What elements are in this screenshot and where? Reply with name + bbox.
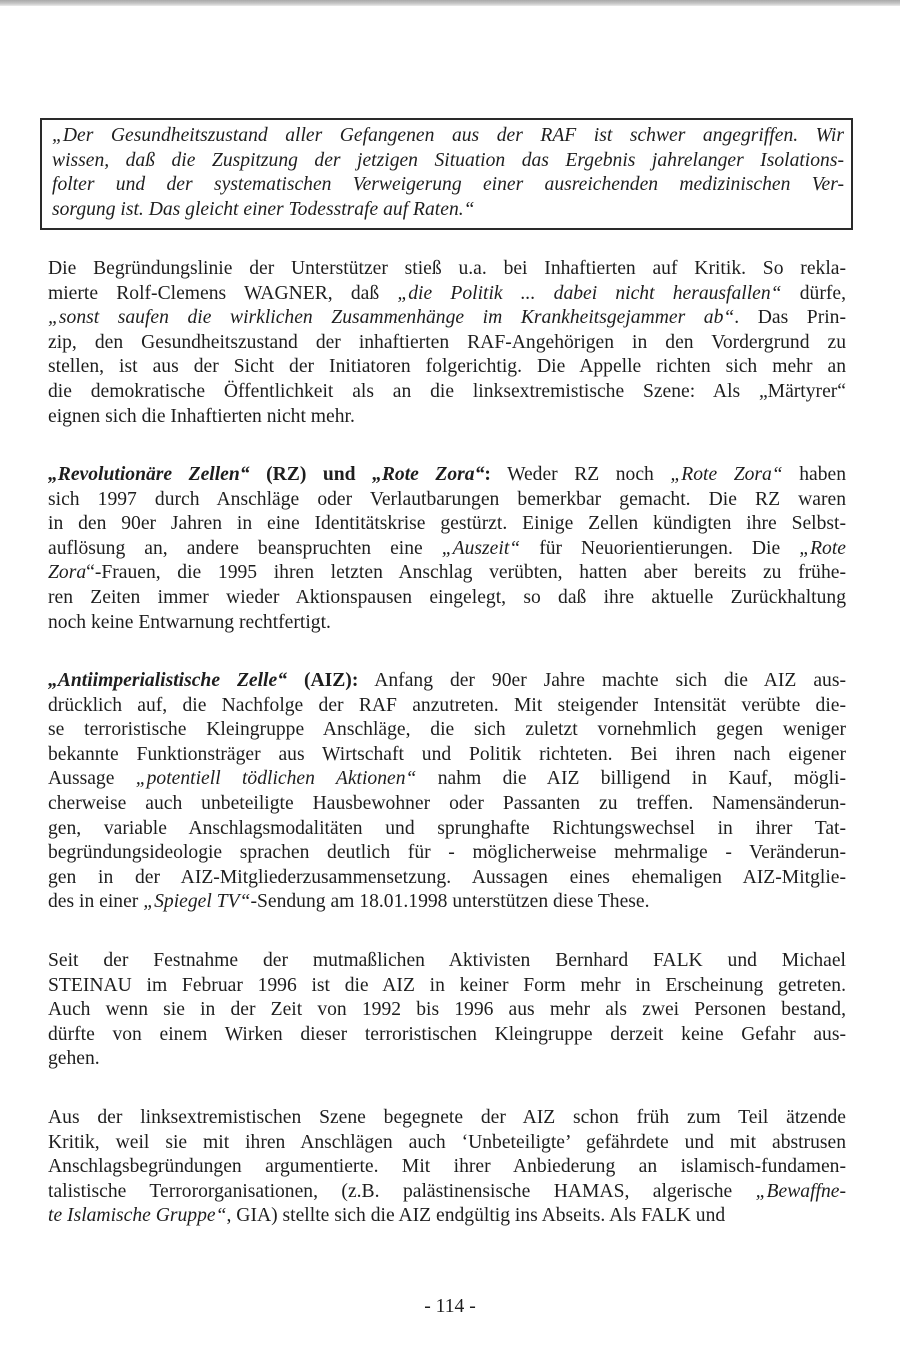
text-line: noch keine Entwarnung rechtfertigt. <box>48 611 331 633</box>
text-line: sich 1997 durch Anschläge oder Verlautbarungen bemerkbar gemacht. Die RZ waren <box>48 488 846 510</box>
text-line: gehen. <box>48 1048 100 1070</box>
text-line: dürfte von einem Wirken dieser terroristischen Kleingruppe derzeit keine Gefahr aus- <box>48 1023 846 1045</box>
text-line: „Revolutionäre Zellen“ (RZ) und „Rote Zora“: Weder RZ noch „Rote Zora“ haben <box>48 464 847 485</box>
emphasis-run: „Auszeit“ <box>441 537 521 559</box>
quote-line: wissen, daß die Zuspitzung der jetzigen Situation das Ergebnis jahrelanger Isolations- <box>52 149 844 171</box>
paragraph-aiz <box>48 669 846 915</box>
emphasis-run: „Spiegel TV“ <box>143 891 251 913</box>
emphasis-run: „potentiell tödlichen Aktionen“ <box>135 768 417 790</box>
text-line: auflösung an, andere beanspruchten eine „Auszeit“ für Neuorientierungen. Die „Rote <box>48 537 846 559</box>
emphasis-run: „Rote Zora“ <box>372 464 485 485</box>
text-line: Anschlagsbegründungen argumentierte. Mit ihrer Anbiederung an islamisch-fundamen- <box>48 1156 846 1178</box>
text-line: se terroristische Kleingruppe Anschläge, die sich zuletzt vornehmlich gegen weniger <box>48 719 846 741</box>
text-line: eignen sich die Inhaftierten nicht mehr. <box>48 405 355 427</box>
emphasis-run: „Rote <box>799 537 846 559</box>
text-line: Zora“-Frauen, die 1995 ihren letzten Anschlag verübten, hatten aber bereits zu frühe- <box>48 562 846 584</box>
text-line: „Antiimperialistische Zelle“ (AIZ): Anfang der 90er Jahre machte sich die AIZ aus- <box>48 670 846 691</box>
quote-text <box>52 124 844 222</box>
emphasis-run: : <box>484 464 491 485</box>
text-line: gen, variable Anschlagsmodalitäten und sprunghafte Richtungswechsel in ihrer Tat- <box>48 817 846 839</box>
quote-line: sorgung ist. Das gleicht einer Todesstrafe auf Raten.“ <box>52 198 475 220</box>
emphasis-run: Zora <box>48 562 87 584</box>
scan-edge <box>0 0 900 6</box>
text-line: cherweise auch unbeteiligte Hausbewohner oder Passanten zu treffen. Namensänderun- <box>48 792 846 814</box>
text-line: zip, den Gesundheitszustand der inhaftierten RAF-Angehörigen in den Vordergrund zu <box>48 331 846 353</box>
text-line: STEINAU im Februar 1996 ist die AIZ in keiner Form mehr in Erscheinung getreten. <box>48 974 846 996</box>
emphasis-run: „Revolutionäre Zellen“ <box>48 464 250 485</box>
text-line: begründungsideologie sprachen deutlich für - möglicherweise mehrmalige - Veränderun- <box>48 842 846 864</box>
text-line: drücklich auf, die Nachfolge der RAF anzutreten. Mit steigender Intensität verübte die- <box>48 694 846 716</box>
text-line: die demokratische Öffentlichkeit als an die linksextremistische Szene: Als „Märtyrer“ <box>48 380 846 402</box>
emphasis-run: „Bewaffne- <box>755 1180 846 1202</box>
emphasis-run: (AIZ): <box>287 670 359 691</box>
page-number: - 114 - <box>424 1296 476 1317</box>
text-line: ren Zeiten immer wieder Aktionspausen eingelegt, so daß ihre aktuelle Zurückhaltung <box>48 586 846 608</box>
text-line: Kritik, weil sie mit ihren Anschlägen auch ‘Unbeteiligte’ gefährdete und mit abstrusen <box>48 1131 846 1153</box>
emphasis-run: „Rote Zora“ <box>670 464 783 485</box>
text-line: „sonst saufen die wirklichen Zusammenhänge im Krankheitsgejammer ab“. Das Prin- <box>48 307 846 329</box>
quote-line: „Der Gesundheitszustand aller Gefangenen aus der RAF ist schwer angegriffen. Wir <box>52 125 844 146</box>
emphasis-run: te Islamische Gruppe“ <box>48 1205 227 1227</box>
paragraph-revolutionaere-zellen <box>48 463 846 635</box>
paragraph-kritik <box>48 1106 846 1229</box>
text-line: des in einer „Spiegel TV“-Sendung am 18.01.1998 unterstützen diese These. <box>48 891 650 913</box>
text-line: gen in der AIZ-Mitgliederzusammensetzung. Aussagen eines ehemaligen AIZ-Mitglie- <box>48 866 846 888</box>
paragraph-unterstuetzer <box>48 257 846 429</box>
text-line: Seit der Festnahme der mutmaßlichen Aktivisten Bernhard FALK und Michael <box>48 950 846 971</box>
text-line: Auch wenn sie in der Zeit von 1992 bis 1996 aus mehr als zwei Personen bestand, <box>48 999 846 1021</box>
emphasis-run: (RZ) und <box>249 464 373 485</box>
emphasis-run: „sonst saufen die wirklichen Zusammenhänge im Krankheitsgejammer ab“ <box>48 307 735 329</box>
emphasis-run: „Antiimperialistische Zelle“ <box>48 670 287 691</box>
text-line: Die Begründungslinie der Unterstützer stieß u.a. bei Inhaftierten auf Kritik. So rekla- <box>48 258 846 279</box>
text-line: mierte Rolf-Clemens WAGNER, daß „die Politik ... dabei nicht herausfallen“ dürfe, <box>48 282 846 304</box>
emphasis-run: „die Politik ... dabei nicht herausfallen“ <box>397 282 782 304</box>
paragraph-festnahme <box>48 949 846 1072</box>
text-line: Aus der linksextremistischen Szene begegnete der AIZ schon früh zum Teil ätzende <box>48 1107 846 1128</box>
text-line: te Islamische Gruppe“, GIA) stellte sich die AIZ endgültig ins Abseits. Als FALK und <box>48 1205 726 1227</box>
text-line: Aussage „potentiell tödlichen Aktionen“ nahm die AIZ billigend in Kauf, mögli- <box>48 768 846 790</box>
text-line: talistische Terrororganisationen, (z.B. palästinensische HAMAS, algerische „Bewaffne- <box>48 1180 846 1202</box>
text-line: in den 90er Jahren in eine Identitätskrise gestürzt. Einige Zellen kündigten ihre Selbst- <box>48 513 846 535</box>
quote-box <box>40 118 853 230</box>
text-line: stellen, ist aus der Sicht der Initiatoren folgerichtig. Die Appelle richten sich mehr an <box>48 356 846 378</box>
quote-line: folter und der systematischen Verweigerung einer ausreichenden medizinischen Ver- <box>52 174 844 196</box>
text-line: bekannte Funktionsträger aus Wirtschaft und Politik richteten. Bei ihren nach eigener <box>48 743 846 765</box>
